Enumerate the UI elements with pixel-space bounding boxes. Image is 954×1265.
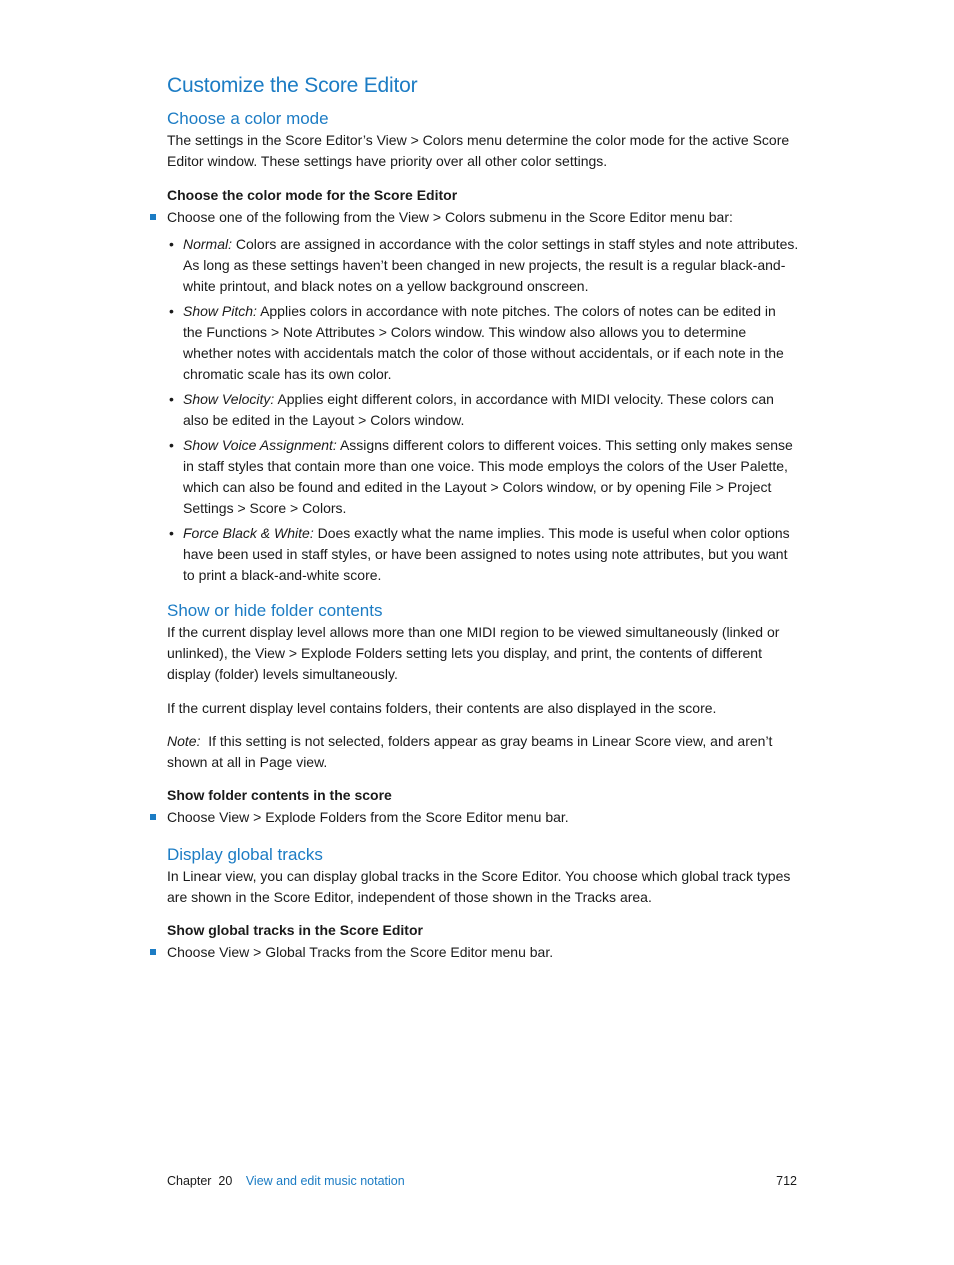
list-item	[169, 523, 799, 586]
chapter-title-link[interactable]: View and edit music notation	[245, 1174, 405, 1188]
note-text: If this setting is not selected, folders appear as gray beams in Linear Score view, and aren’t shown at all in Page view.	[167, 733, 773, 770]
section-paragraph: In Linear view, you can display global tracks in the Score Editor. You choose which global track types are shown in the Score Editor, independent of those shown in the Tracks area.	[167, 868, 791, 905]
step-text: Choose one of the following from the View > Colors submenu in the Score Editor menu bar:	[167, 209, 733, 225]
note-label: Note:	[167, 733, 201, 749]
step-item	[167, 807, 799, 828]
page-footer	[167, 1171, 799, 1191]
bullet-dot-icon: •	[169, 525, 174, 541]
option-text: Applies eight different colors, in accordance with MIDI velocity. These colors can also be edited in the Layout > Colors window.	[183, 391, 774, 428]
option-text: Assigns different colors to different voices. This setting only makes sense in staff styles that contain more than one voice. This mode employs the colors of the User Palette, which can also be found and edited in the Layout > Colors window, or by opening File > Project Settings > Score > Colors.	[183, 437, 793, 516]
bullet-dot-icon: •	[169, 391, 174, 407]
page-number: 712	[776, 1174, 797, 1188]
task-heading: Show global tracks in the Score Editor	[167, 922, 423, 938]
page-content	[167, 72, 799, 963]
list-item	[169, 234, 799, 297]
bullet-square-icon	[150, 949, 156, 955]
bullet-square-icon	[150, 814, 156, 820]
step-item	[167, 207, 799, 228]
option-term: Normal:	[183, 236, 233, 252]
bullet-square-icon	[150, 214, 156, 220]
section-heading-global-tracks: Display global tracks	[167, 845, 323, 864]
task-heading: Show folder contents in the score	[167, 787, 392, 803]
option-text: Does exactly what the name implies. This mode is useful when color options have been used in staff styles, or have been assigned to notes using note attributes, but you want to print a black-and-white score.	[183, 525, 790, 583]
color-mode-list	[167, 234, 799, 586]
list-item	[169, 301, 799, 385]
page-title: Customize the Score Editor	[167, 74, 418, 97]
chapter-number: Chapter 20	[167, 1174, 233, 1188]
task-heading: Choose the color mode for the Score Editor	[167, 187, 458, 203]
section-paragraph: If the current display level contains folders, their contents are also displayed in the score.	[167, 700, 717, 716]
bullet-dot-icon: •	[169, 437, 174, 453]
section-heading-color-mode: Choose a color mode	[167, 109, 329, 128]
option-text: Colors are assigned in accordance with the color settings in staff styles and note attributes. As long as these settings haven’t been changed in new projects, the result is a regular black-and-white printout, and black notes on a yellow background onscreen.	[183, 236, 799, 294]
step-item	[167, 942, 799, 963]
option-term: Show Velocity:	[183, 391, 275, 407]
option-term: Show Pitch:	[183, 303, 257, 319]
section-paragraph: If the current display level allows more than one MIDI region to be viewed simultaneously (linked or unlinked), the View > Explode Folders setting lets you display, and print, the contents of different display (folder) levels simultaneously.	[167, 624, 780, 682]
option-term: Show Voice Assignment:	[183, 437, 337, 453]
note-paragraph	[167, 731, 799, 773]
bullet-dot-icon: •	[169, 303, 174, 319]
section-heading-folder-contents: Show or hide folder contents	[167, 601, 383, 620]
step-text: Choose View > Explode Folders from the Score Editor menu bar.	[167, 809, 569, 825]
option-term: Force Black & White:	[183, 525, 314, 541]
step-text: Choose View > Global Tracks from the Score Editor menu bar.	[167, 944, 554, 960]
section-intro: The settings in the Score Editor’s View > Colors menu determine the color mode for the active Score Editor window. These settings have priority over all other color settings.	[167, 132, 790, 169]
option-text: Applies colors in accordance with note pitches. The colors of notes can be edited in the Functions > Note Attributes > Colors window. This window also allows you to determine whether notes with accidentals match the color of those without accidentals, or if each note in the chromatic scale has its own color.	[183, 303, 784, 382]
bullet-dot-icon: •	[169, 236, 174, 252]
list-item	[169, 389, 799, 431]
list-item	[169, 435, 799, 519]
